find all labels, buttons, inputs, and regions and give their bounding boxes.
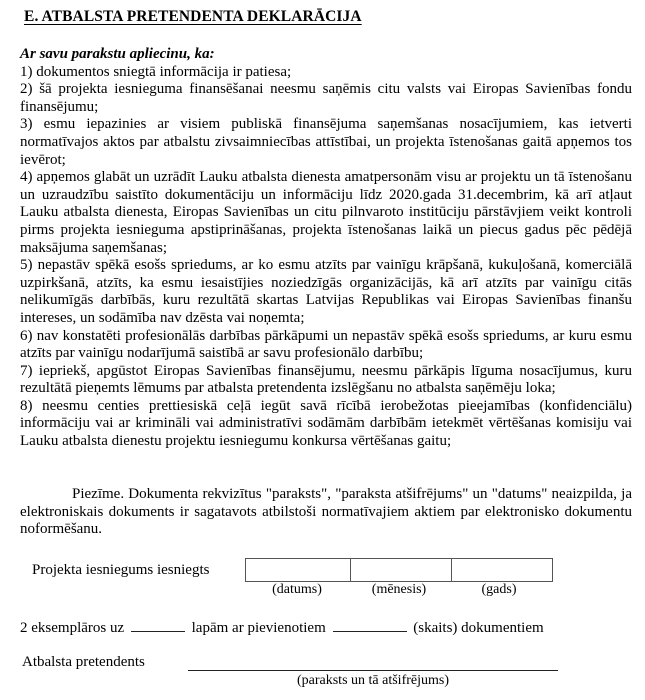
note-paragraph: Piezīme. Dokumenta rekvizītus "paraksts", "paraksta atšifrējums" un "datums" neaizpilda, ja elektroniskais dokuments ir sagatavots atbilstoši normatīvajiem aktiem par elektronisko dokumentu noformēšanu. <box>20 486 632 538</box>
declaration-lead-in: Ar savu parakstu apliecinu, ka: <box>20 46 215 62</box>
clause-item: 5) nepastāv spēkā esošs spriedums, ar ko esmu atzīts par vainīgu krāpšanā, kukuļošanā, komerciālā uzpirkšanā, atzīts, ka esmu iesaistījies noziedzīgās organizācijās, kā arī atzīts par vainīgu citās nelikumīgās darbībās, kuru rezultātā skartas Latvijas Republikas vai Eiropas Savienības finanšu intereses, un sodāmība nav dzēsta vai noņemta; <box>20 257 632 326</box>
clause-item: 4) apņemos glabāt un uzrādīt Lauku atbalsta dienesta amatpersonām visu ar projektu un tā īstenošanu un uzraudzību saistīto dokumentāciju un informāciju līdz 2020.gada 31.decembrim, kā arī atļaut Lauku atbalsta dienesta, Eiropas Savienības un citu pilnvaroto institūciju pārstāvjiem veikt kontroli pirms projekta iesnieguma apstiprināšanas, projekta īstenošanas laikā un piecus gadus pēc pēdējā maksājuma saņemšanas; <box>20 169 632 256</box>
date-month-cell[interactable] <box>351 559 452 582</box>
copies-line <box>20 618 544 637</box>
date-day-cell[interactable] <box>246 559 351 582</box>
clause-item: 7) iepriekš, apgūstot Eiropas Savienības finansējumu, neesmu pārkāpis līguma nosacījumus, kuru rezultātā pieņemts lēmums par atbalsta pretendenta izslēgšanu no atbalsta saņēmēju loka; <box>20 362 632 397</box>
submission-date-table <box>245 558 553 582</box>
applicant-label: Atbalsta pretendents <box>22 654 145 670</box>
submission-date-label: Projekta iesniegums iesniegts <box>32 562 210 578</box>
clause-item: 3) esmu iepazinies ar visiem publiskā finansējuma saņemšanas nosacījumiem, kas ietverti normatīvajos aktos par atbalstu zivsaimniecības attīstībai, un projekta īstenošanas gaitā apņemos tos ievērot; <box>20 116 632 168</box>
submission-date-captions <box>245 582 549 598</box>
date-day-caption: (datums) <box>272 582 322 597</box>
signature-block <box>20 654 632 694</box>
clause-item: 8) neesmu centies prettiesiskā ceļā iegūt savā rīcībā ierobežotas pieejamības (konfidenciālu) informāciju vai ar krimināli vai administratīvi sodāmām darbībām ietekmēt vērtēšanas komisiju vai Lauku atbalsta dienestu projektu iesniegumu konkursa vērtēšanas gaitu; <box>20 397 632 450</box>
copies-suffix-label: (skaits) dokumentiem <box>413 620 544 636</box>
signature-caption: (paraksts un tā atšifrējums) <box>296 673 449 688</box>
attached-documents-field[interactable] <box>333 618 407 632</box>
clause-item: 2) šā projekta iesnieguma finansēšanai neesmu saņēmis citu valsts vai Eiropas Savienības fondu finansējumu; <box>20 81 632 115</box>
page-title: E. ATBALSTA PRETENDENTA DEKLARĀCIJA <box>24 8 362 25</box>
table-row <box>246 559 553 582</box>
copies-prefix-label: 2 eksemplāros uz <box>20 620 125 636</box>
date-year-caption: (gads) <box>481 582 517 597</box>
declaration-body <box>20 46 632 451</box>
signature-field[interactable] <box>188 670 558 671</box>
clause-item: 6) nav konstatēti profesionālās darbības pārkāpumi un nepastāv spēkā esošs spriedums, ar kuru esmu atzīts par vainīgu nodarījumā saistībā ar savu profesionālo darbību; <box>20 327 632 362</box>
clause-item: 1) dokumentos sniegtā informācija ir patiesa; <box>20 63 292 80</box>
pages-count-field[interactable] <box>131 618 185 632</box>
submission-date-row <box>20 558 632 604</box>
copies-middle-label: lapām ar pievienotiem <box>191 620 326 636</box>
date-year-cell[interactable] <box>452 559 553 582</box>
date-month-caption: (mēnesis) <box>371 582 427 597</box>
note-block <box>20 486 632 539</box>
